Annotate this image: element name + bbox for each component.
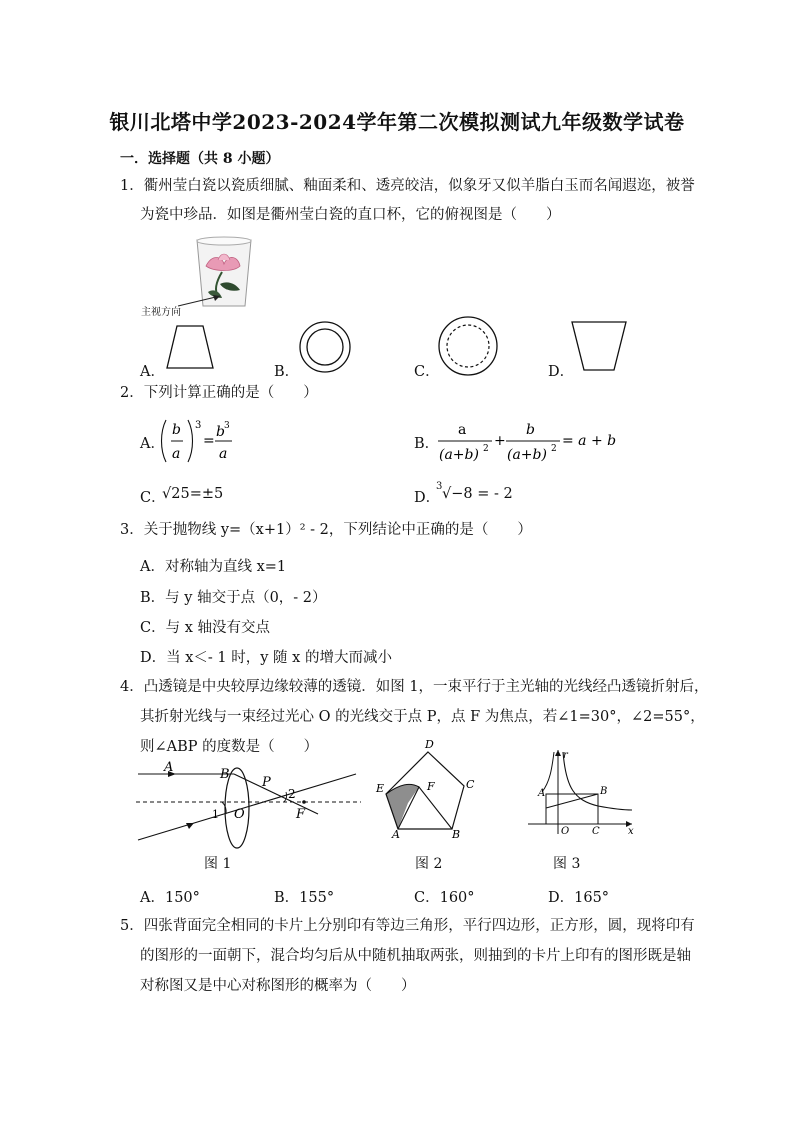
q5-line2: 的图形的一面朝下，混合均匀后从中随机抽取两张，则抽到的卡片上印有的图形既是轴 — [140, 948, 691, 964]
q2-option-c-expression: √25=±5 — [162, 486, 224, 502]
q5-line3: 对称图又是中心对称图形的概率为（ ） — [140, 978, 416, 994]
fig2-label-e: E — [376, 782, 385, 795]
page-title: 银川北塔中学2023-2024学年第二次模拟测试九年级数学试卷 — [109, 110, 685, 134]
q2b-plus: + — [494, 433, 506, 449]
fig1-label-2: 2 — [288, 787, 296, 801]
q4-line3: 则∠ABP 的度数是（ ） — [140, 739, 319, 755]
section-heading: 一．选择题（共 8 小题） — [120, 151, 280, 167]
q2a-exp: 3 — [195, 420, 202, 431]
q4-line2: 其折射光线与一束经过光心 O 的光线交于点 P，点 F 为焦点，若∠1=30°，∠2=55°， — [140, 709, 705, 725]
q2b-den1: (a+b) — [439, 447, 479, 463]
q2b-exp1: 2 — [483, 444, 489, 454]
fig2-label-c: C — [466, 778, 475, 791]
q2a-den: a — [172, 446, 181, 462]
q4-option-c[interactable]: C．160° — [414, 890, 475, 906]
refracted-ray — [234, 774, 318, 814]
figure-3-graph — [528, 748, 640, 836]
q2a-rexp: 3 — [224, 421, 230, 431]
q2-option-b-expression — [436, 414, 616, 468]
fig1-label-p: P — [262, 775, 271, 790]
q3-option-a[interactable]: A．对称轴为直线 x=1 — [140, 559, 287, 575]
fig3-label-x: x — [628, 826, 634, 837]
fig3-label-o: O — [561, 826, 570, 837]
q2b-result: = a + b — [562, 433, 617, 449]
q1-line1: 1．衢州莹白瓷以瓷质细腻、釉面柔和、透亮皎洁，似象牙又似羊脂白玉而名闻遐迩，被誉 — [120, 178, 695, 194]
q1-option-b[interactable]: B． — [274, 364, 300, 380]
q2b-exp2: 2 — [551, 444, 557, 454]
q5-line1: 5．四张背面完全相同的卡片上分别印有等边三角形，平行四边形，正方形，圆，现将印有 — [120, 918, 695, 934]
q2-option-a-expression — [160, 414, 240, 468]
fig2-label-f: F — [427, 780, 435, 793]
q4-option-d[interactable]: D．165° — [548, 890, 610, 906]
figure-1-lens-diagram — [136, 762, 366, 852]
q1-option-c[interactable]: C． — [414, 364, 440, 380]
q4-option-a[interactable]: A．150° — [140, 890, 200, 906]
fig2-label-a: A — [392, 828, 400, 841]
q2b-num1: a — [458, 422, 467, 438]
option-b-concentric-circles — [298, 320, 352, 374]
fig3-label-c: C — [592, 826, 600, 837]
figure-2-caption: 图 2 — [415, 856, 443, 872]
fig1-label-f: F — [296, 807, 306, 822]
q2-stem: 2．下列计算正确的是（ ） — [120, 385, 318, 401]
q2a-num: b — [172, 422, 181, 438]
fig1-label-1: 1 — [212, 808, 219, 821]
q1-option-d[interactable]: D． — [548, 364, 575, 380]
q2-option-d-root-index: 3 — [436, 481, 443, 492]
q2-option-c[interactable]: C． — [140, 490, 166, 506]
figure-1-caption: 图 1 — [204, 856, 232, 872]
q2b-num2: b — [526, 422, 535, 438]
q2a-eq: = — [203, 433, 215, 449]
cup-view-label: 主视方向 — [141, 307, 181, 318]
q2b-den2: (a+b) — [507, 447, 547, 463]
figure-3-caption: 图 3 — [553, 856, 581, 872]
q2a-rden: a — [219, 446, 228, 462]
figure-2-pentagon-diagram — [372, 738, 475, 841]
fig1-label-a: A — [164, 760, 174, 775]
curve-left — [542, 752, 554, 792]
q2-option-b[interactable]: B． — [414, 436, 440, 452]
q3-stem: 3．关于抛物线 y=（x+1）² - 2，下列结论中正确的是（ ） — [120, 522, 532, 538]
q4-option-b[interactable]: B．155° — [274, 890, 335, 906]
fig3-label-a: A — [538, 788, 546, 799]
q4-line1: 4．凸透镜是中央较厚边缘较薄的透镜．如图 1，一束平行于主光轴的光线经凸透镜折射后， — [120, 679, 709, 695]
q3-option-c[interactable]: C．与 x 轴没有交点 — [140, 620, 270, 636]
fig3-label-b: B — [600, 786, 608, 797]
q2-option-a[interactable]: A． — [140, 436, 165, 452]
q3-option-d[interactable]: D．当 x＜- 1 时，y 随 x 的增大而减小 — [140, 650, 392, 666]
fig1-label-o: O — [234, 807, 245, 822]
fig2-label-d: D — [425, 738, 434, 751]
q2a-rnum: b — [216, 424, 225, 440]
option-d-inverted-trapezoid — [570, 320, 628, 372]
q1-line2: 为瓷中珍品．如图是衢州莹白瓷的直口杯，它的俯视图是（ ） — [140, 207, 561, 223]
q2-option-d-expression: √−8 = - 2 — [442, 486, 513, 502]
view-direction-arrow — [176, 292, 226, 308]
option-a-trapezoid — [165, 325, 215, 369]
option-c-dashed-circles — [437, 315, 499, 377]
fig1-label-b: B — [220, 767, 230, 782]
q2-option-d[interactable]: D． — [414, 490, 441, 506]
q1-option-a[interactable]: A． — [140, 364, 165, 380]
q3-option-b[interactable]: B．与 y 轴交于点（0，- 2） — [140, 590, 327, 606]
fig2-label-b: B — [452, 828, 461, 841]
fig3-label-r: r — [563, 750, 568, 761]
